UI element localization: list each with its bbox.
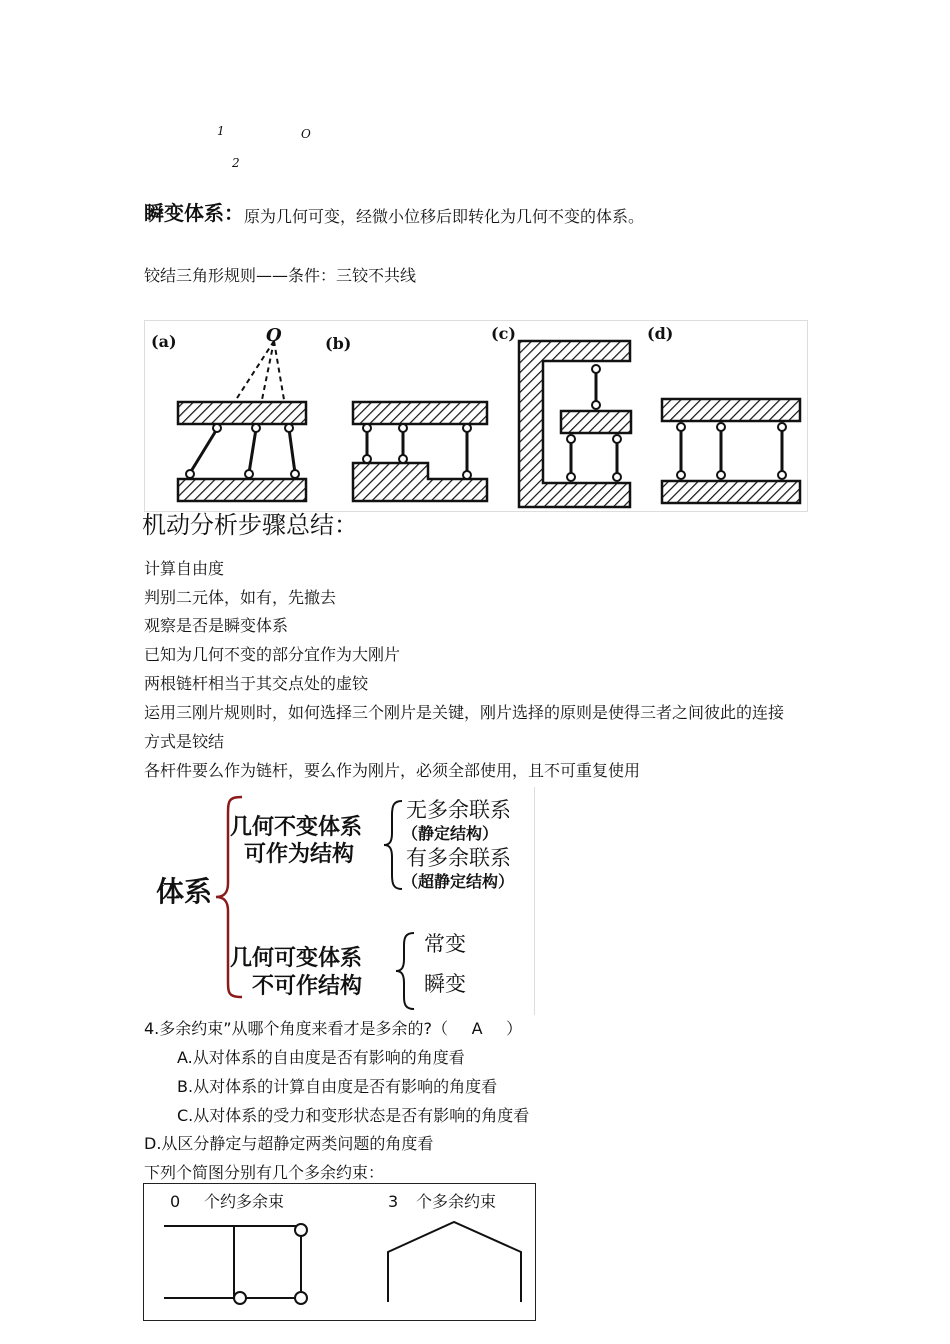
label-o: O	[301, 127, 311, 141]
step-6: 运用三刚片规则时，如何选择三个刚片是关键，刚片选择的原则是使得三者之间彼此的连接	[144, 703, 785, 722]
class-instant: 瞬变	[424, 972, 466, 996]
instant-system-paragraph	[144, 197, 644, 226]
class-stable-2: 可作为结构	[244, 841, 355, 867]
step-7: 各杆件要么作为链杆，要么作为刚片，必须全部使用，且不可重复使用	[144, 761, 641, 780]
sketch-c	[519, 341, 631, 507]
right-frame	[388, 1222, 521, 1302]
sketch-a	[178, 341, 306, 501]
option-a: A.从对体系的自由度是否有影响的角度看	[177, 1048, 465, 1067]
fig-label-a: (a)	[151, 332, 177, 351]
analysis-title: 机动分析步骤总结：	[142, 511, 358, 539]
class-determinate: （静定结构）	[402, 824, 499, 843]
class-has-redundant: 有多余联系	[406, 846, 511, 870]
question-text: 4.多余约束”从哪个角度来看才是多余的?（	[144, 1019, 449, 1038]
redundant-constraint-figure	[143, 1183, 536, 1321]
option-c: C.从对体系的受力和变形状态是否有影响的角度看	[177, 1106, 530, 1125]
step-3: 观察是否是瞬变体系	[144, 616, 289, 635]
class-stable-1: 几何不变体系	[230, 814, 363, 840]
fig-label-c: (c)	[491, 324, 516, 343]
question-close: ）	[506, 1019, 523, 1038]
class-unstable-1: 几何可变体系	[230, 945, 363, 971]
step-4: 已知为几何不变的部分宜作为大刚片	[144, 645, 401, 664]
brace-upper	[384, 801, 402, 889]
fig-label-b: (b)	[325, 334, 352, 353]
right-count: 3	[388, 1192, 399, 1211]
hinge-rule: 铰结三角形规则——条件：三铰不共线	[144, 266, 417, 285]
left-caption: 个约多余束	[204, 1192, 285, 1211]
label-1: 1	[217, 124, 225, 138]
sketch-b	[353, 402, 487, 501]
class-indeterminate: （超静定结构）	[402, 872, 515, 891]
class-no-redundant: 无多余联系	[406, 798, 511, 822]
label-2: 2	[232, 156, 240, 170]
question-answer: A	[471, 1019, 483, 1038]
question-stem	[144, 1019, 522, 1039]
class-unstable-2: 不可作结构	[252, 973, 363, 999]
left-count: 0	[170, 1192, 181, 1211]
class-root: 体系	[156, 875, 213, 908]
instant-system-definition: 原为几何可变，经微小位移后即转化为几何不变的体系。	[244, 207, 645, 226]
option-d: D.从区分静定与超静定两类问题的角度看	[144, 1134, 434, 1153]
step-2: 判别二元体，如有，先撤去	[144, 588, 337, 607]
step-6-cont: 方式是铰结	[144, 732, 225, 751]
brace-lower	[396, 933, 414, 1009]
fig-label-d: (d)	[647, 324, 674, 343]
step-5: 两根链杆相当于其交点处的虚铰	[144, 674, 369, 693]
class-constant: 常变	[424, 932, 466, 956]
left-frame	[164, 1224, 307, 1304]
sketch-d	[662, 399, 800, 503]
right-caption: 个多余约束	[416, 1192, 497, 1211]
step-1: 计算自由度	[144, 559, 225, 578]
instant-system-term: 瞬变体系：	[144, 201, 244, 225]
fig-label-o: O	[266, 325, 282, 346]
classification-diagram	[144, 787, 535, 1015]
rigid-body-figure	[144, 320, 808, 512]
diagram-question: 下列个简图分别有几个多余约束：	[144, 1163, 385, 1182]
option-b: B.从对体系的计算自由度是否有影响的角度看	[177, 1077, 498, 1096]
